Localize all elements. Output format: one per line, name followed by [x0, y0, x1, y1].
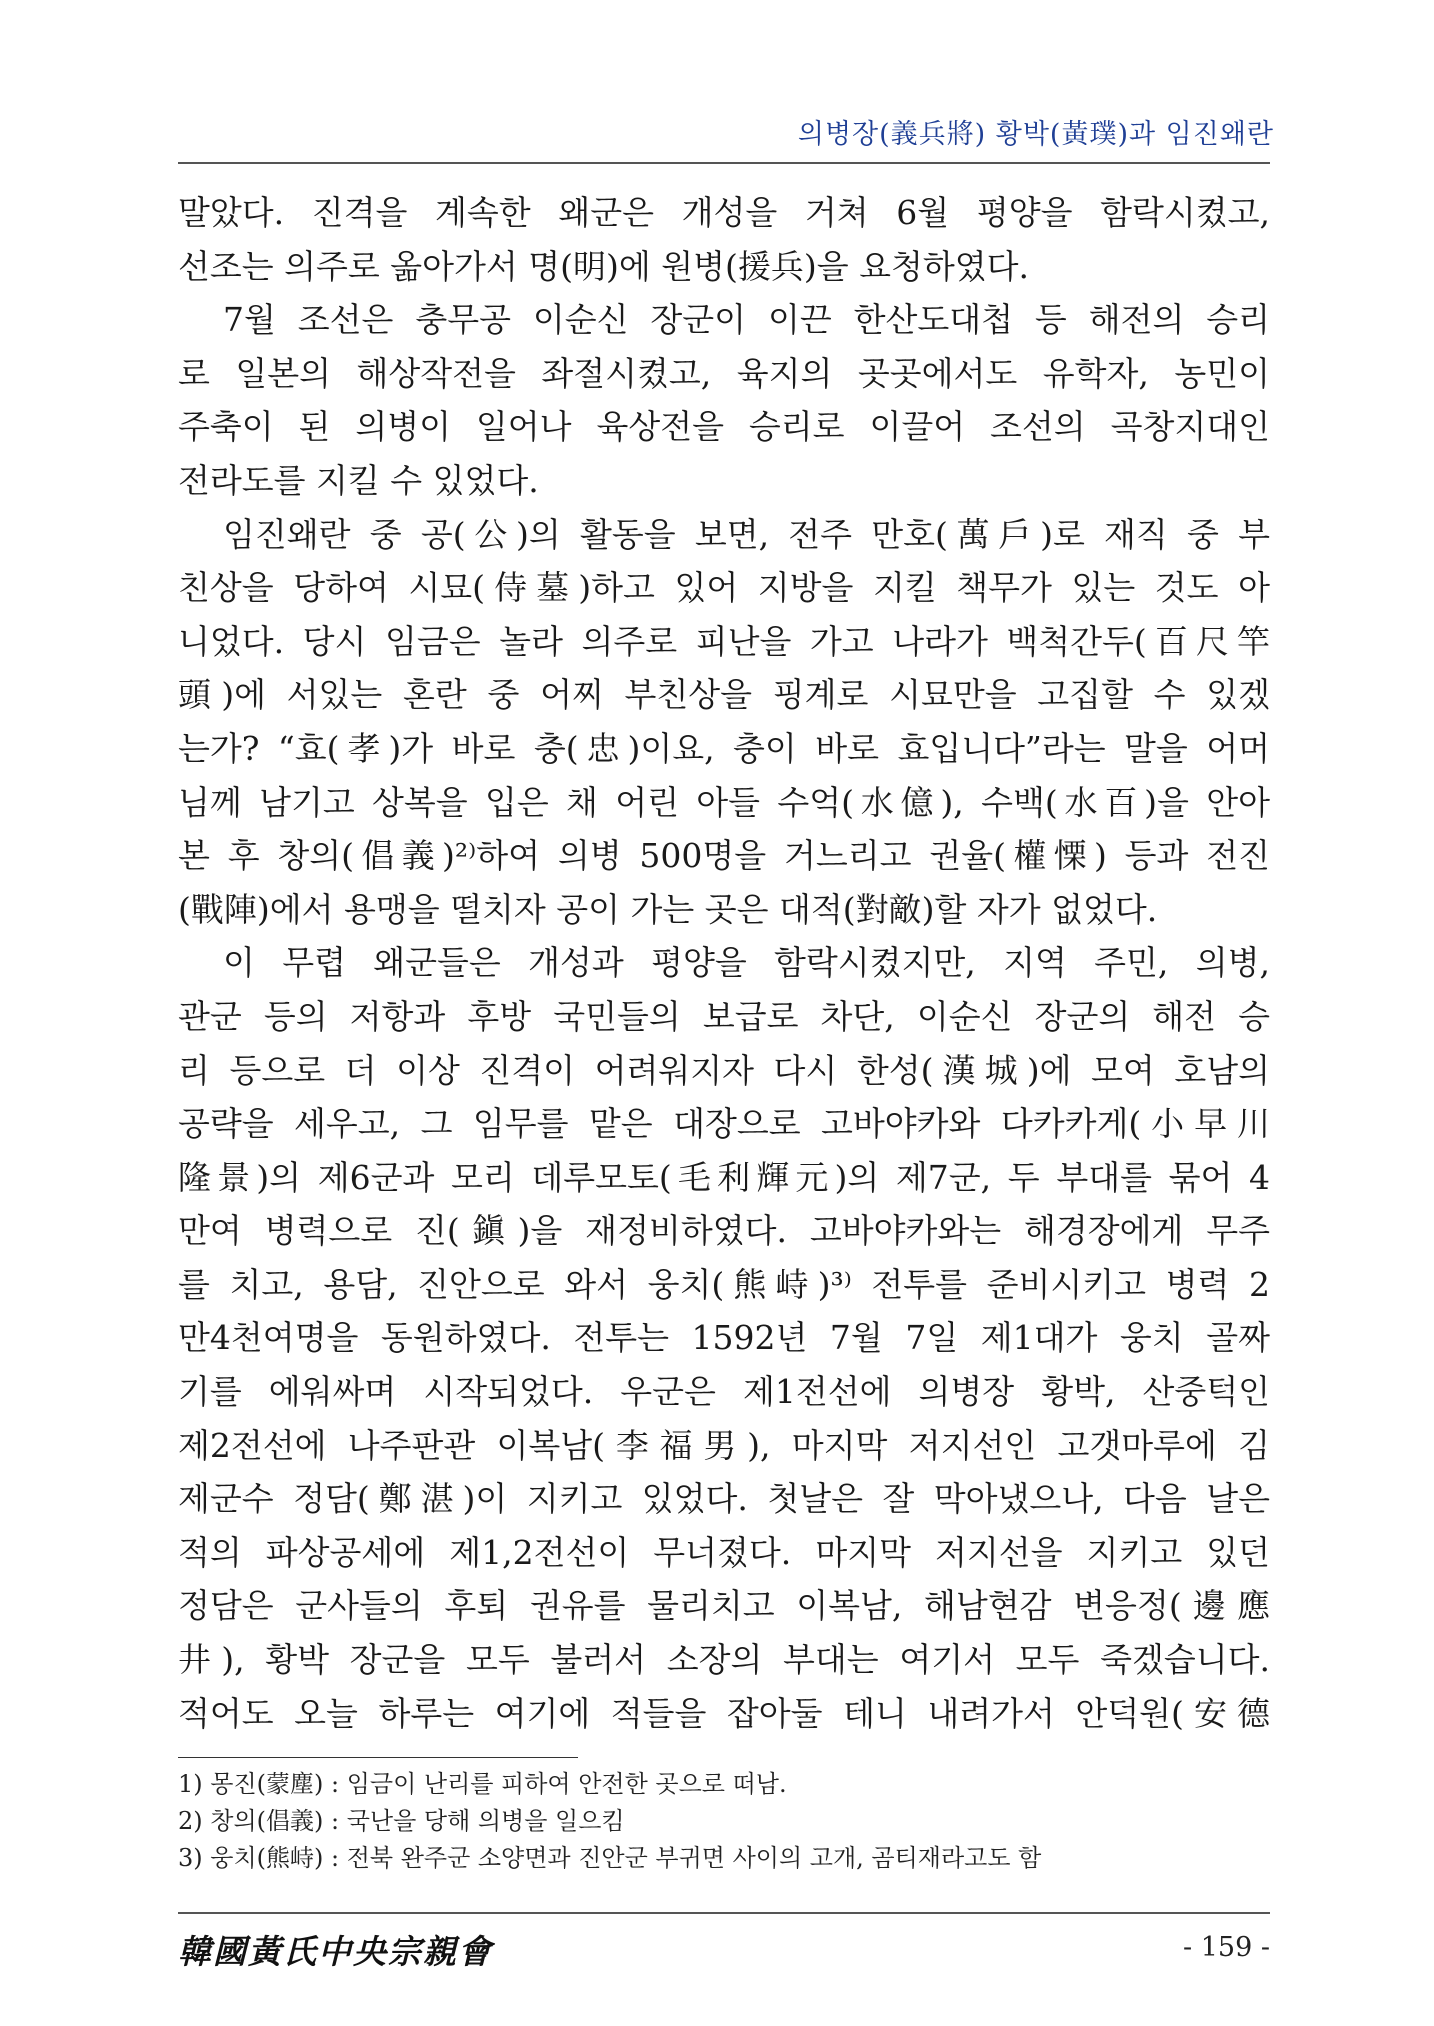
body-line: 선조는 의주로 옮아가서 명(明)에 원병(援兵)을 요청하였다.	[178, 246, 1029, 286]
body-line: 니었다. 당시 임금은 놀라 의주로 피난을 가고 나라가 백척간두(百尺竿	[178, 621, 1270, 661]
body-line: 隆景)의 제6군과 모리 데루모토(毛利輝元)의 제7군, 두 부대를 묶어 4	[178, 1157, 1270, 1197]
body-line: 를 치고, 용담, 진안으로 와서 웅치(熊峙)³⁾ 전투를 준비시키고 병력 2	[178, 1264, 1270, 1304]
body-line: 본 후 창의(倡義)²⁾하여 의병 500명을 거느리고 권율(權慄) 등과 전진	[178, 836, 1270, 876]
footnotes	[178, 1766, 1270, 1877]
body-line: 만여 병력으로 진(鎭)을 재정비하였다. 고바야카와는 해경장에게 무주	[178, 1211, 1270, 1251]
body-line: 이 무렵 왜군들은 개성과 평양을 함락시켰지만, 지역 주민, 의병,	[223, 943, 1270, 983]
body-line: 친상을 당하여 시묘(侍墓)하고 있어 지방을 지킬 책무가 있는 것도 아	[178, 568, 1270, 608]
body-line: 로 일본의 해상작전을 좌절시켰고, 육지의 곳곳에서도 유학자, 농민이	[178, 353, 1270, 393]
running-header-title: 의병장(義兵將) 황박(黃璞)과 임진왜란	[797, 119, 1274, 150]
footnote-divider	[178, 1757, 578, 1758]
body-line: 頭)에 서있는 혼란 중 어찌 부친상을 핑계로 시묘만을 고집할 수 있겠	[178, 675, 1270, 715]
body-text	[178, 186, 1270, 1740]
body-line: 주축이 된 의병이 일어나 육상전을 승리로 이끌어 조선의 곡창지대인	[178, 407, 1270, 447]
body-line: 적의 파상공세에 제1,2전선이 무너졌다. 마지막 저지선을 지키고 있던	[178, 1532, 1270, 1572]
page-number: - 159 -	[1183, 1932, 1270, 1963]
body-line: 제2전선에 나주판관 이복남(李福男), 마지막 저지선인 고갯마루에 김	[178, 1425, 1270, 1465]
footnote-1: 1) 몽진(蒙塵) : 임금이 난리를 피하여 안전한 곳으로 떠남.	[178, 1770, 787, 1798]
body-line: 기를 에워싸며 시작되었다. 우군은 제1전선에 의병장 황박, 산중턱인	[178, 1372, 1270, 1412]
body-line: 리 등으로 더 이상 진격이 어려워지자 다시 한성(漢城)에 모여 호남의	[178, 1050, 1270, 1090]
footnote-2: 2) 창의(倡義) : 국난을 당해 의병을 일으킴	[178, 1807, 625, 1835]
body-line: 말았다. 진격을 계속한 왜군은 개성을 거쳐 6월 평양을 함락시켰고,	[178, 193, 1270, 232]
body-line: 정담은 군사들의 후퇴 권유를 물리치고 이복남, 해남현감 변응정(邊應	[178, 1586, 1270, 1626]
body-line: 임진왜란 중 공(公)의 활동을 보면, 전주 만호(萬戶)로 재직 중 부	[223, 514, 1270, 554]
body-line: 관군 등의 저항과 후방 국민들의 보급로 차단, 이순신 장군의 해전 승	[178, 996, 1270, 1036]
body-line: 는가? “효(孝)가 바로 충(忠)이요, 충이 바로 효입니다”라는 말을 어머	[178, 728, 1270, 768]
body-line: 적어도 오늘 하루는 여기에 적들을 잡아둘 테니 내려가서 안덕원(安德	[178, 1693, 1270, 1733]
footnote-3: 3) 웅치(熊峙) : 전북 완주군 소양면과 진안군 부귀면 사이의 고개, 곰티재라고도 함	[178, 1844, 1042, 1872]
body-line: 전라도를 지킬 수 있었다.	[178, 460, 539, 500]
body-line: (戰陣)에서 용맹을 떨치자 공이 가는 곳은 대적(對敵)할 자가 없었다.	[178, 889, 1158, 929]
body-line: 공략을 세우고, 그 임무를 맡은 대장으로 고바야카와 다카카게(小早川	[178, 1104, 1270, 1144]
body-line: 님께 남기고 상복을 입은 채 어린 아들 수억(水億), 수백(水百)을 안아	[178, 782, 1270, 822]
header-divider	[178, 162, 1270, 164]
footer-society-name: 韓國黃氏中央宗親會	[178, 1932, 493, 1971]
body-line: 제군수 정담(鄭湛)이 지키고 있었다. 첫날은 잘 막아냈으나, 다음 날은	[178, 1479, 1270, 1519]
body-line: 7월 조선은 충무공 이순신 장군이 이끈 한산도대첩 등 해전의 승리	[223, 300, 1270, 340]
footer-divider	[178, 1912, 1270, 1914]
body-line: 만4천여명을 동원하였다. 전투는 1592년 7월 7일 제1대가 웅치 골짜	[178, 1318, 1270, 1358]
body-line: 井), 황박 장군을 모두 불러서 소장의 부대는 여기서 모두 죽겠습니다.	[178, 1640, 1270, 1680]
